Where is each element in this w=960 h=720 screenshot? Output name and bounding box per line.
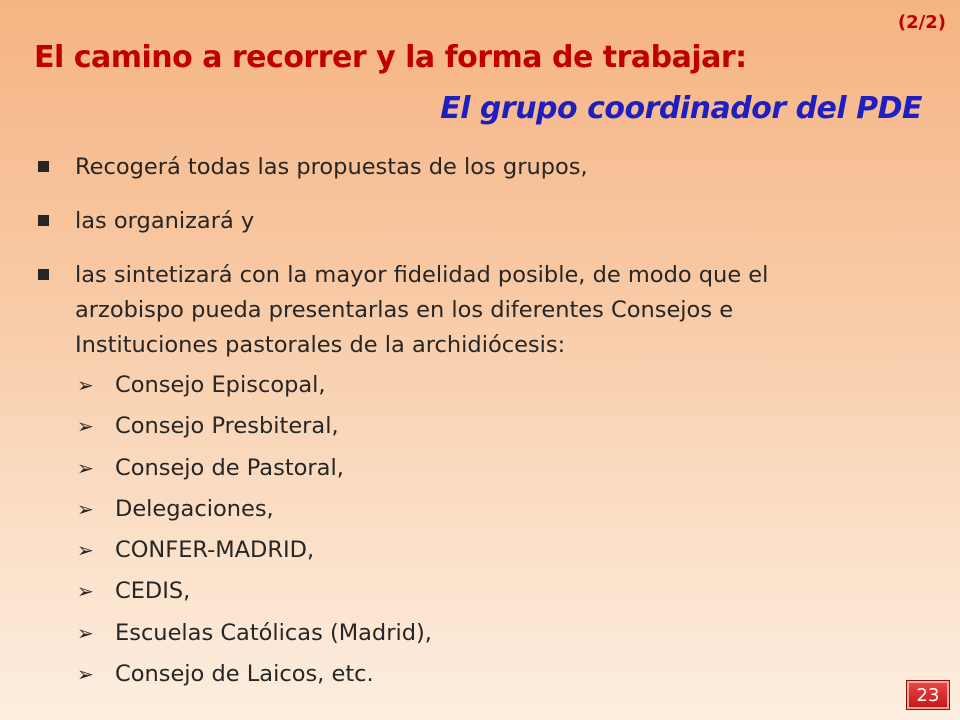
sub-bullet-text: Consejo de Laicos, etc. xyxy=(115,661,374,688)
sub-bullet-item xyxy=(75,613,875,654)
arrowhead-bullet-icon: ➢ xyxy=(77,414,94,439)
slide-title: El camino a recorrer y la forma de trabajar: xyxy=(34,40,747,75)
arrowhead-bullet-icon: ➢ xyxy=(77,538,94,563)
arrowhead-bullet-icon: ➢ xyxy=(77,496,94,521)
sub-bullet-item xyxy=(75,406,875,447)
bullet-item xyxy=(0,150,875,185)
bullet-list xyxy=(0,150,960,714)
bullet-text: las organizará y xyxy=(75,208,255,234)
sub-bullet-text: Consejo Presbiteral, xyxy=(115,413,339,440)
sub-bullet-item xyxy=(75,571,875,612)
arrowhead-bullet-icon: ➢ xyxy=(77,455,94,480)
sub-bullet-text: Consejo de Pastoral, xyxy=(115,454,344,481)
sub-bullet-item xyxy=(75,530,875,571)
page-number-badge[interactable]: 23 xyxy=(906,680,950,710)
square-bullet-icon xyxy=(38,269,49,280)
bullet-item xyxy=(0,204,875,239)
arrowhead-bullet-icon: ➢ xyxy=(77,620,94,645)
sub-bullet-text: Escuelas Católicas (Madrid), xyxy=(115,619,432,646)
sub-bullet-item xyxy=(75,489,875,530)
sub-bullet-text: CEDIS, xyxy=(115,578,191,605)
bullet-item xyxy=(0,258,875,695)
sub-bullet-item xyxy=(75,448,875,489)
slide-subtitle: El grupo coordinador del PDE xyxy=(440,91,922,126)
sub-bullet-list xyxy=(75,365,875,695)
arrowhead-bullet-icon: ➢ xyxy=(77,662,94,687)
square-bullet-icon xyxy=(38,161,49,172)
sub-bullet-item xyxy=(75,365,875,406)
sub-bullet-item xyxy=(75,654,875,695)
sub-bullet-text: Consejo Episcopal, xyxy=(115,372,326,398)
sub-bullet-text: CONFER-MADRID, xyxy=(115,537,315,564)
square-bullet-icon xyxy=(38,215,49,226)
sub-bullet-text: Delegaciones, xyxy=(115,495,274,522)
arrowhead-bullet-icon: ➢ xyxy=(77,373,94,397)
arrowhead-bullet-icon: ➢ xyxy=(77,579,94,604)
bullet-text: las sintetizará con la mayor fidelidad posible, de modo que el arzobispo pueda presentarlas en los diferentes Consejos e Instituciones pastorales de la archidiócesis: xyxy=(75,262,769,358)
bullet-text: Recogerá todas las propuestas de los grupos, xyxy=(75,154,588,180)
slide-counter: (2/2) xyxy=(897,12,946,33)
